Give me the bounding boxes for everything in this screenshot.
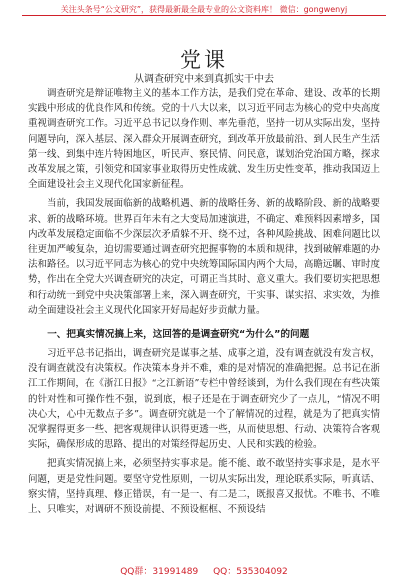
document-body [28,86,380,521]
header-divider [22,15,386,16]
footer [0,564,408,577]
footer-qq-contact: QQ：535304092 [213,567,288,577]
header-banner: 关注头条号“公文研究”，获得最新最全最专业的公文资料库！ 微信：gongwenyj [60,5,348,14]
footer-qq-group: QQ群：31991489 [120,567,199,577]
paragraph: 把真实情况搞上来，必须坚持实事求是。能不能、敢不敢坚持实事求是，是水平问题，更是党性问题。要坚守党性原则，一切从实际出发，理论联系实际，听真话、察实情，坚持真理、修正错误，有一是一、有二是二，既报喜又报忧。不唯书、不唯上、只唯实，对调研不预设前提、不预设框框、不预设结 [28,458,380,516]
section-heading: 一、把真实情况搞上来，这回答的是调查研究“为什么”的问题 [47,329,310,341]
document-title: 党课 [180,48,228,73]
paragraph: 习近平总书记指出，调查研究是谋事之基、成事之道，没有调查就没有发言权，没有调查就没有决策权。作决策本身并不难，难的是对情况的准确把握。总书记在浙江工作期间，在《浙江日报》“之江新语”专栏中曾经谈到，为什么我们现在有些决策的针对性和可操作性不强，说到底，根子还是在于调查研究少了一点儿，“情况不明决心大，心中无数点子多”。调查研究就是一个了解情况的过程，就是为了把真实情况掌握得更多一些、把客观规律认识得更透一些，从而使思想、行动、决策符合客观实际，确保形成的思路、提出的对策经得起历史、人民和实践的检验。 [28,348,380,451]
document-subtitle: 从调查研究中来到真抓实干中去 [134,74,274,85]
paragraph: 调查研究是辩证唯物主义的基本工作方法，是我们党在革命、建设、改革的长期实践中形成的优良作风和传统。党的十八大以来，以习近平同志为核心的党中央高度重视调查研究工作。习近平总书记以身作则、率先垂范，坚持一切从实际出发，坚持问题导向，深入基层、深入群众开展调查研究，到改革开放最前沿、到人民生产生活第一线、到集中连片特困地区，听民声、察民情、问民意，谋划治党治国方略，探求改革发展之策，引领党和国家事业取得历史性成就、发生历史性变革，推动我国迈上全面建设社会主义现代化国家新征程。 [28,88,380,191]
paragraph: 当前，我国发展面临新的战略机遇、新的战略任务、新的战略阶段、新的战略要求、新的战略环境。世界百年未有之大变局加速演进，不确定、难预料因素增多，国内改革发展稳定面临不少深层次矛盾躲不开、绕不过，各种风险挑战、困难问题比以往更加严峻复杂，迫切需要通过调查研究把握事物的本质和规律，找到破解难题的办法和路径。以习近平同志为核心的党中央统筹国际国内两个大局，高瞻远瞩、审时度势，作出在全党大兴调查研究的决定，可谓正当其时、意义重大。我们要切实把思想和行动统一到党中央决策部署上来，深入调查研究，干实事、谋实招、求实效，为推动全面建设社会主义现代化国家开好局起好步贡献力量。 [28,198,380,316]
